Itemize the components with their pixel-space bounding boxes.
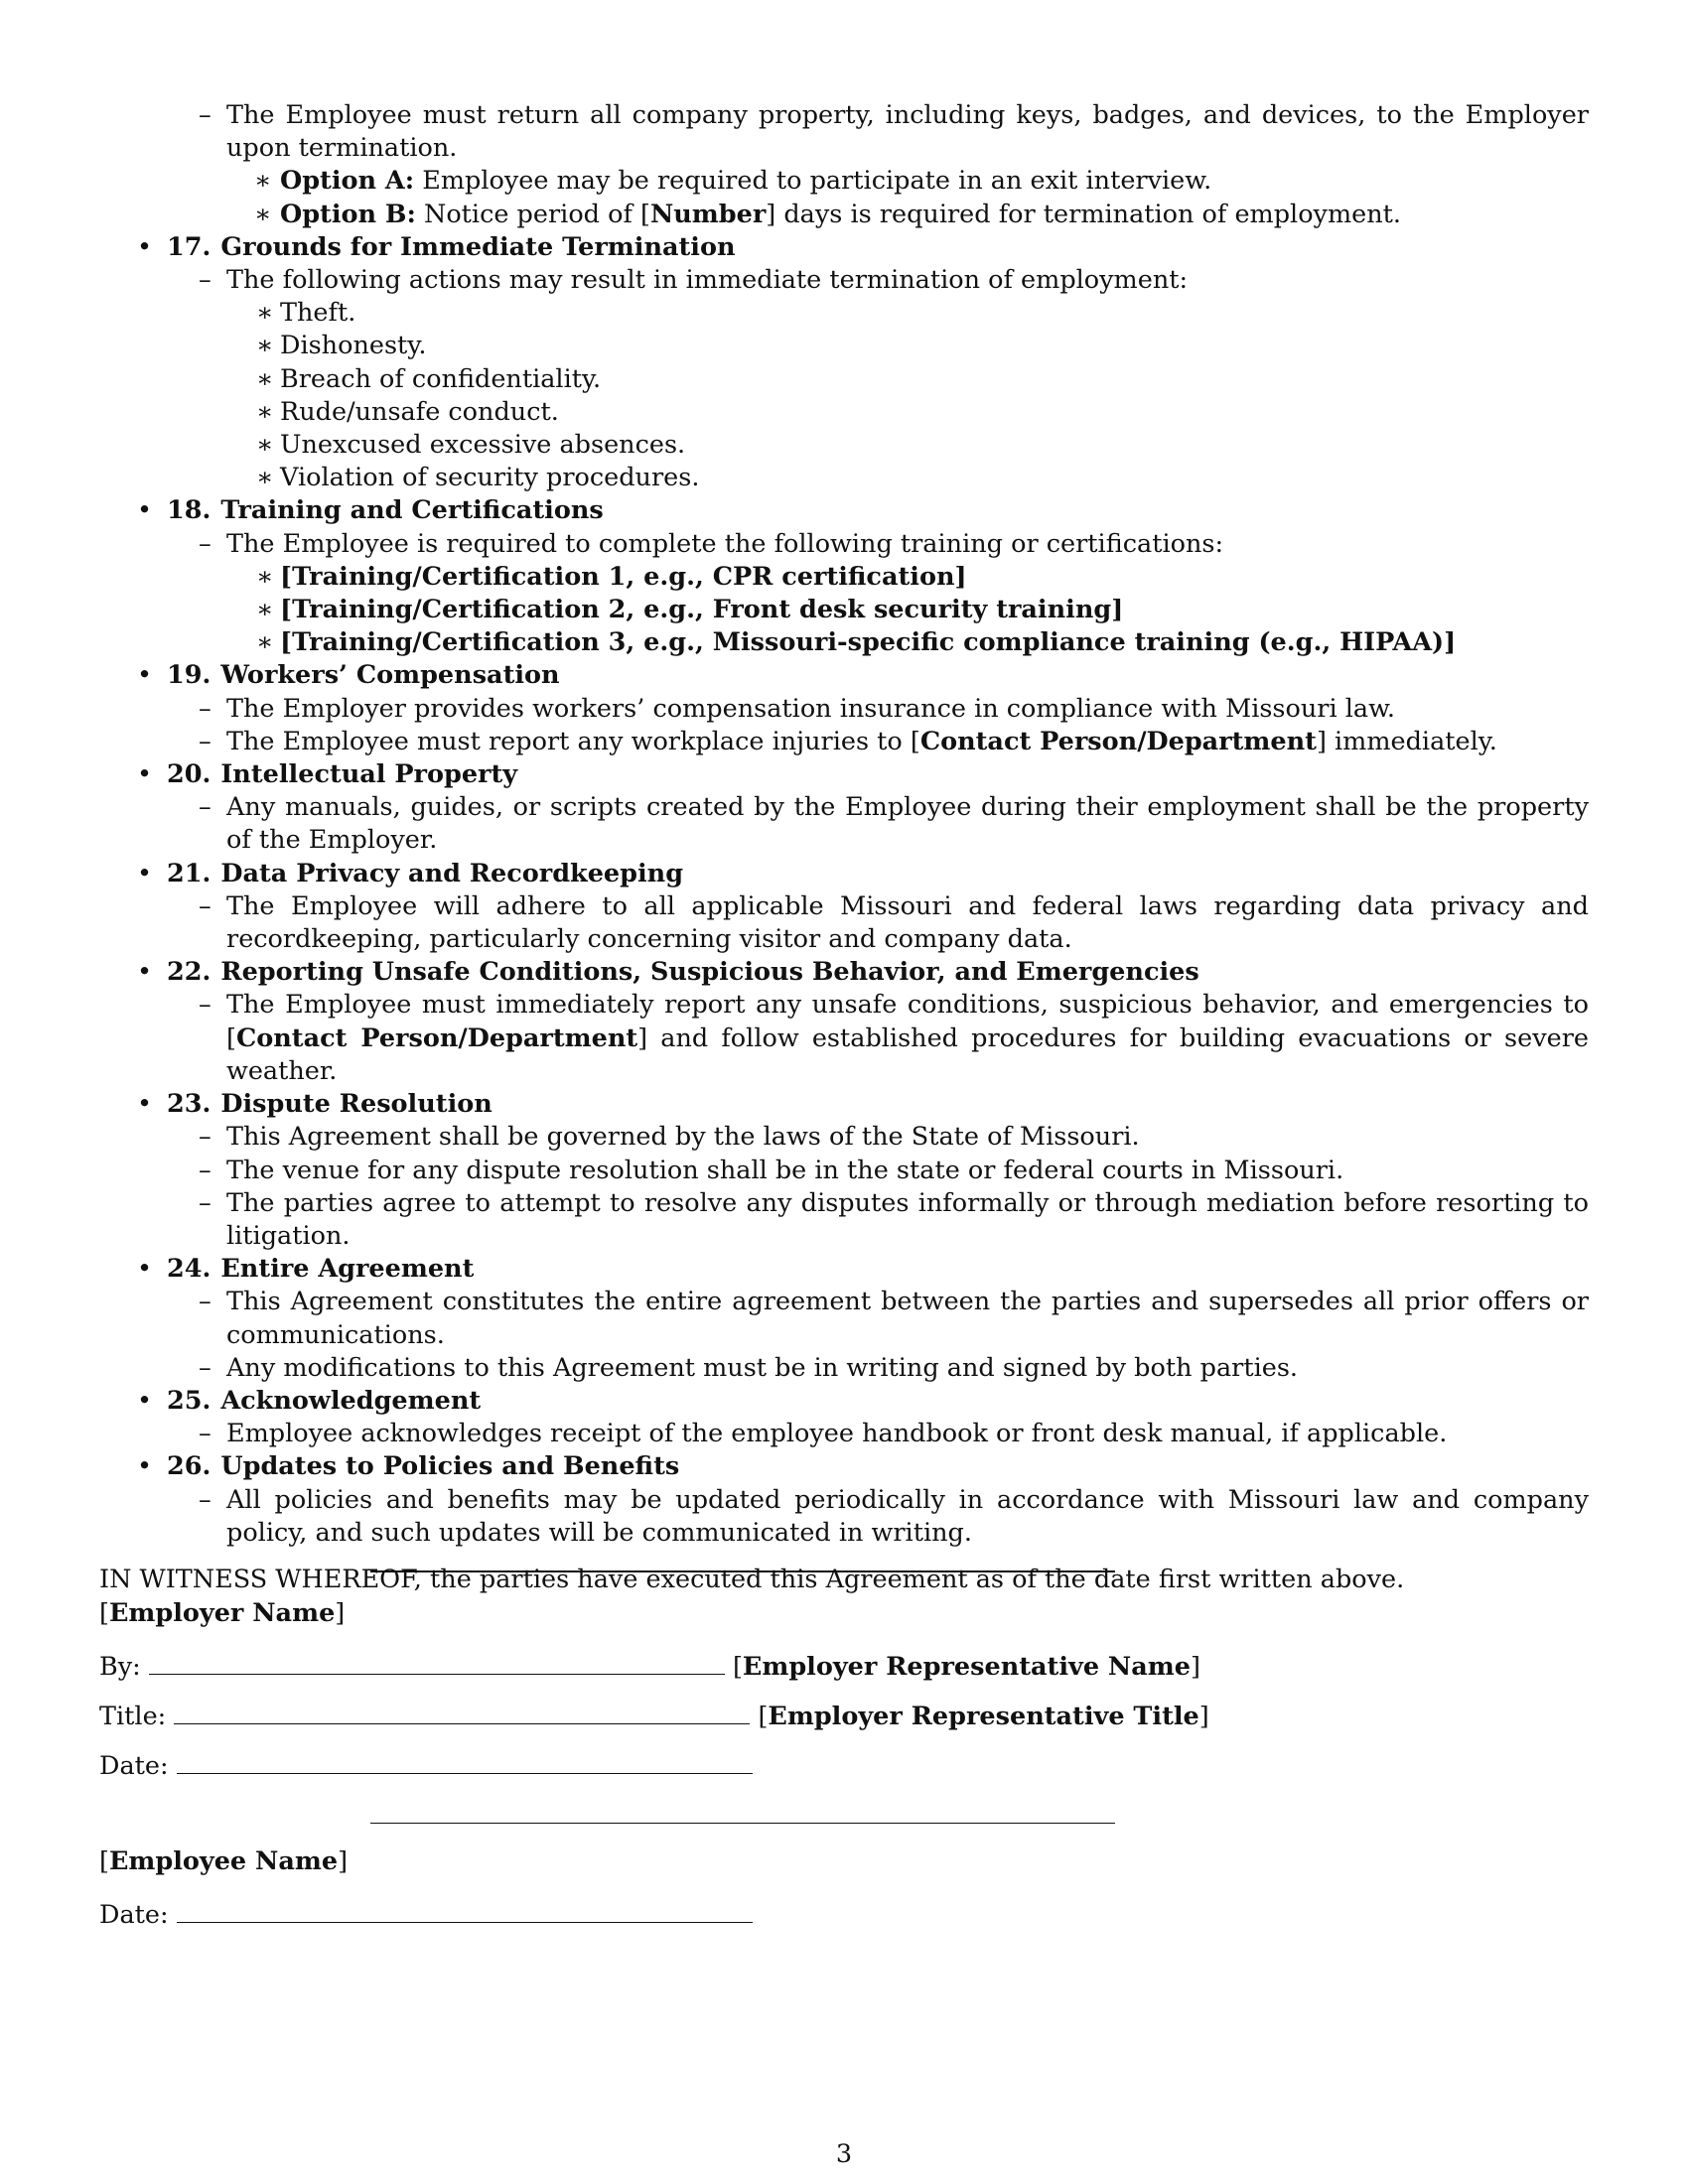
list-item: – Employee acknowledges receipt of the employee handbook or front desk manual, if applicable. [199,1419,1448,1449]
section-title: 26. Updates to Policies and Benefits [167,1451,680,1482]
list-item: ∗ Rude/unsafe conduct. [256,396,559,427]
list-item: – The venue for any dispute resolution shall be in the state or federal courts in Missouri. [199,1155,1344,1185]
bullet-marker: • [137,957,153,988]
signature-line [370,1570,1115,1572]
list-item: – The Employee must immediately report any unsafe conditions, suspicious behavior, and emergencies to [Contact Person/Department] and follow established procedures for building evacuations or severe weather. [199,990,1589,1086]
list-item: – Any manuals, guides, or scripts created by the Employee during their employment shall be the property of the Employer. [199,792,1589,856]
bullet-marker: • [137,1254,153,1285]
section-19 [99,659,1589,758]
list-item: ∗ Option B: Notice period of [Number] days is required for termination of employment. [99,199,1589,231]
signature-line [370,1823,1115,1824]
list-item: – All policies and benefits may be updated periodically in accordance with Missouri law and company policy, and such updates will be communicated in writing. [199,1484,1589,1548]
by-field[interactable] [149,1648,725,1675]
title-field[interactable] [174,1698,750,1724]
bullet-marker: • [137,759,153,790]
list-item: ∗ [Training/Certification 3, e.g., Missouri-specific compliance training (e.g., HIPAA)] [256,627,1457,658]
list-item: – This Agreement shall be governed by the laws of the State of Missouri. [199,1122,1140,1153]
list-item: ∗ Violation of security procedures. [256,463,700,493]
section-18 [99,494,1589,659]
employer-name: [Employer Name] [99,1598,346,1628]
bullet-marker: • [137,1451,153,1482]
employee-date-field[interactable] [177,1896,753,1923]
section-title: 19. Workers’ Compensation [167,660,560,691]
list-item: – The Employee is required to complete the following training or certifications: [199,528,1224,559]
section-title: 24. Entire Agreement [167,1254,475,1285]
by-row: By: [Employer Representative Name] [99,1648,1200,1682]
section-26 [99,1450,1589,1550]
section-title: 23. Dispute Resolution [167,1089,492,1120]
asterisk-marker: ∗ [254,199,272,229]
list-item: – The following actions may result in immediate termination of employment: [199,265,1189,296]
list-item: ∗ [Training/Certification 2, e.g., Front desk security training] [256,595,1124,625]
employer-date-field[interactable] [177,1747,753,1774]
section-17 [99,231,1589,495]
witness-clause: IN WITNESS WHEREOF, the parties have executed this Agreement as of the date first written above. [99,1564,1405,1594]
document-body [99,99,1589,1596]
bullet-marker: • [137,1089,153,1120]
section-21 [99,858,1589,957]
section-title: 17. Grounds for Immediate Termination [167,231,736,262]
employee-date-row: Date: [99,1896,753,1930]
section-title: 25. Acknowledgement [167,1385,482,1416]
section-24 [99,1253,1589,1385]
section-title: 20. Intellectual Property [167,759,518,790]
section-title: 22. Reporting Unsafe Conditions, Suspicious Behavior, and Emergencies [167,957,1199,988]
bullet-marker: • [137,660,153,691]
list-item: ∗ Option A: Employee may be required to participate in an exit interview. [99,165,1589,198]
section-title: 21. Data Privacy and Recordkeeping [167,858,684,888]
bullet-marker: • [137,231,153,262]
list-item: – This Agreement constitutes the entire agreement between the parties and supersedes all prior offers or communications. [199,1287,1589,1350]
section-25 [99,1385,1589,1450]
section-23 [99,1088,1589,1253]
list-item: – The Employee will adhere to all applicable Missouri and federal laws regarding data privacy and recordkeeping, particularly concerning visitor and company data. [199,890,1589,955]
list-item: – The Employee must report any workplace injuries to [Contact Person/Department] immediately. [199,726,1497,756]
employer-date-row: Date: [99,1747,753,1781]
section-title: 18. Training and Certifications [167,495,604,526]
section-20 [99,758,1589,858]
dash-marker: – [199,100,211,130]
title-row: Title: [Employer Representative Title] [99,1698,1209,1731]
list-item: ∗ Dishonesty. [256,331,427,361]
list-item: ∗ [Training/Certification 1, e.g., CPR certification] [256,561,967,592]
page-number: 3 [835,2139,853,2169]
list-item: – The Employee must return all company property, including keys, badges, and devices, to the Employer upon termination. [199,100,1589,164]
bullet-marker: • [137,1385,153,1416]
bullet-marker: • [137,495,153,526]
list-item: ∗ Unexcused excessive absences. [256,430,686,461]
list-item: – The parties agree to attempt to resolve any disputes informally or through mediation before resorting to litigation. [199,1187,1589,1251]
bullet-marker: • [137,858,153,888]
list-item: – Any modifications to this Agreement must be in writing and signed by both parties. [199,1352,1299,1383]
list-item: ∗ Theft. [256,298,356,329]
section-22 [99,956,1589,1088]
asterisk-marker: ∗ [254,166,272,197]
list-item: ∗ Breach of confidentiality. [256,363,602,394]
employee-name: [Employee Name] [99,1846,349,1876]
list-item: – The Employer provides workers’ compensation insurance in compliance with Missouri law. [199,693,1396,724]
